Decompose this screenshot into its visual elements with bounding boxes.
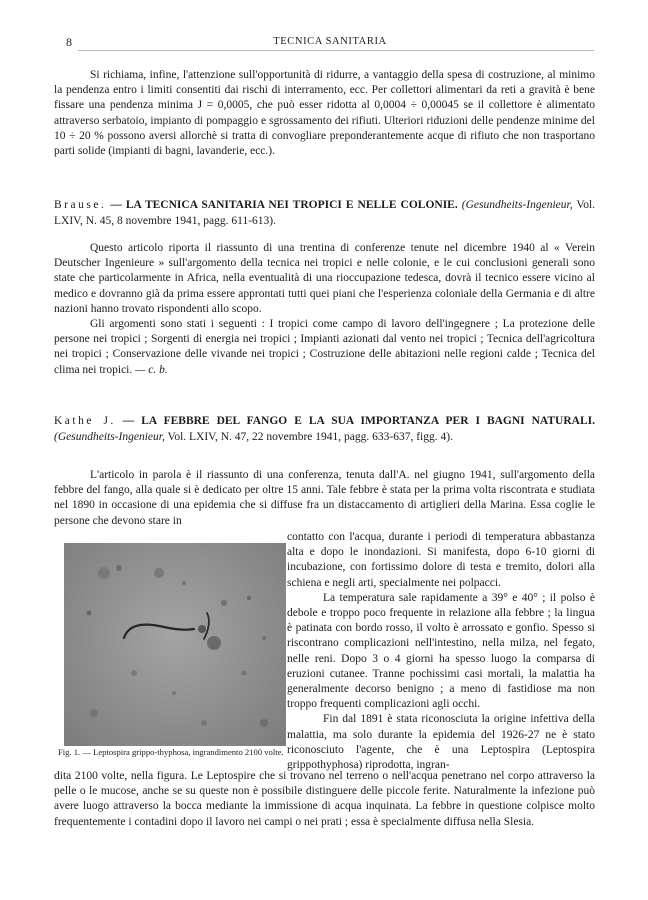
brause-heading (54, 198, 595, 229)
brause-topics: Gli argomenti sono stati i seguenti : I tropici come campo di lavoro dell'ingegnere ; La protezione delle persone nei tropici ; Sorgenti di energia nei tropici ; Impianti azionati dal vento nei tropici ; Tecnica dell'agricoltura nei tropici ; Conservazione delle vivande nei tropici ; Costruzione delle abitazioni nelle regioni calde ; Tecnica del clima nei tropici. (54, 318, 595, 376)
leptospira-photo (64, 543, 286, 746)
intro-paragraph: Si richiama, infine, l'attenzione sull'opportunità di ridurre, a vantaggio della spesa di costruzione, al minimo la pendenza entro i limiti consentiti dai rischi di interramento, ecc. Per collettori alimentari da reti a gravità è bene fissare una pendenza minima J = 0,0005, che può esser ridotta al 0,0004 ÷ 0,00045 se il collettore è alimentato attraverso serbatoio, impianto di pompaggio e sgrossamento dei rifiuti. Ulteriori riduzioni delle pendenze minime del 10 ÷ 20 % possono aversi allorchè si tratta di convogliare preponderantemente acque di rifiuto che non trasportano parti solide (impianti di bagni, lavanderie, ecc.). (54, 69, 595, 158)
brause-author: Brause. (54, 199, 107, 211)
brause-paragraph-1: Questo articolo riporta il riassunto di una trentina di conferenze tenute nel dicembre 1940 al « Verein Deutscher Ingenieure » sull'argomento della tecnica nei tropici e nelle colonie, e le cui conclusioni generali sono state che particolarmente in Africa, nella eventualità di una rioccupazione tedesca, dovrà il tecnico essere vicino al medico e dovranno già da prima essere approntati tutti quei piani che l'esperienza coloniale della Germania e di altre nazioni hanno trovato rispondenti allo scopo. (54, 242, 595, 315)
kathe-journal: (Gesundheits-Ingenieur, (54, 430, 165, 443)
intro-section (54, 68, 595, 159)
kathe-para3-continuation: dita 2100 volte, nella figura. Le Leptospire che si trovano nel terreno o nell'acqua penetrano nel corpo attraverso la pelle o le mucose, anche se su queste non è possibile distinguere delle piccole ferite. Naturalmente la infezione può avere luogo attraverso la bocca mediante la immissione di acqua inquinata. La febbre in questione colpisce molto frequentemente i contadini dopo il lavoro nei campi o nei prati ; essa è specialmente diffusa nella Slesia. (54, 770, 595, 828)
leptospira-micrograph (64, 543, 286, 746)
kathe-para1-full-text: L'articolo in parola è il riassunto di una conferenza, tenuta dall'A. nel giugno 1941, sull'argomento della febbre del fango, alla quale si è dedicato per oltre 15 anni. Tale febbre è stata per la prima volta riscontrata e studiata nel 1890 in occasione di una epidemia che si diffuse fra un distaccamento di artiglieri della Marina. Essa coglie le persone che devono stare in (54, 469, 595, 527)
page-number: 8 (66, 35, 72, 49)
kathe-details: Vol. LXIV, N. 47, 22 novembre 1941, pagg. 633-637, figg. 4). (167, 430, 453, 443)
kathe-author: Kathe J. (54, 415, 116, 427)
figure-caption-text: Fig. 1. — Leptospira grippo-thyphosa, ingrandimento 2100 volte. (58, 747, 284, 757)
header-rule (78, 50, 594, 51)
kathe-para1-continuation: contatto con l'acqua, durante i periodi di temperatura abbastanza alta e dopo le inondazioni. Si manifesta, dopo 6-10 giorni di incubazione, con fortissimo dolore di testa e tremito, dolori alla schiena e negli arti, specialmente nei polpacci. (287, 531, 595, 589)
brause-title: — LA TECNICA SANITARIA NEI TROPICI E NELLE COLONIE. (110, 199, 458, 211)
brause-signature: — c. b. (135, 363, 168, 376)
brause-body (54, 241, 595, 378)
kathe-title: — LA FEBBRE DEL FANGO E LA SUA IMPORTANZA PER I BAGNI NATURALI. (122, 415, 595, 427)
kathe-para3-full (54, 769, 595, 830)
brause-journal: (Gesundheits-Ingenieur, (461, 199, 573, 211)
running-head: TECNICA SANITARIA (273, 36, 387, 47)
kathe-heading (54, 414, 595, 445)
brause-details: Vol. LXIV, N. 45, 8 novembre 1941, pagg. 611-613). (54, 199, 596, 227)
figure-caption (58, 747, 290, 758)
kathe-narrow-column (287, 530, 595, 773)
brause-paragraph-2 (54, 317, 595, 378)
kathe-paragraph-1-full (54, 468, 595, 529)
kathe-para2: La temperatura sale rapidamente a 39° e 40° ; il polso è debole e troppo poco frequente in relazione alla febbre ; la lingua è patinata con bordo rosso, il volto è arrossato e gonfio. Spesso si riscontrano complicazioni nell'intestino, nella milza, nel fegato, nelle reni. Dopo 3 o 4 giorni ha spesso luogo la comparsa di eruzioni cutanee. Tranne pochissimi casi mortali, la malattia ha generalmente decorso benigno ; a meno di fastidiose ma non troppo frequenti complicazioni agli occhi. (287, 591, 595, 711)
kathe-para3-start: Fin dal 1891 è stata riconosciuta la origine infettiva della malattia, ma solo durante la epidemia del 1926-27 ne è stato riconosciuto l'agente, che è una Leptospira (Leptospira grippothyphosa) riprodotta, ingran- (287, 713, 595, 772)
page-header (66, 35, 594, 51)
